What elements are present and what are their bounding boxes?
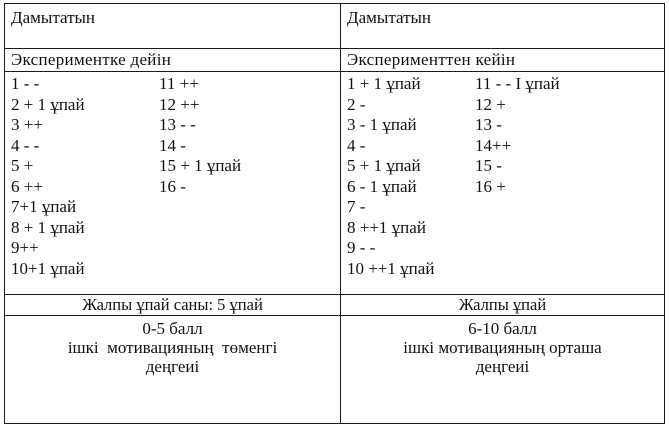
left-result-cell: [5, 316, 341, 424]
list-item: [11, 115, 334, 136]
list-item: [11, 177, 334, 198]
list-item: [11, 218, 334, 239]
item-left: 8 + 1 ұпай: [11, 217, 85, 237]
item-left: 1 - -: [11, 74, 40, 93]
item-left: 7+1 ұпай: [11, 197, 77, 216]
item-left: 10+1 ұпай: [11, 258, 85, 278]
item-left: 8 ++1 ұпай: [347, 217, 426, 237]
item-left: 1 + 1 ұпай: [347, 74, 421, 93]
item-right: 15 -: [475, 156, 502, 175]
left-subheader-cell: Экспериментке дейін: [5, 49, 341, 72]
item-right: 13 - -: [159, 115, 196, 134]
item-left: 7 -: [347, 197, 366, 216]
item-left: 6 ++: [11, 176, 43, 196]
item-right: 12 ++: [159, 94, 200, 114]
list-item: [347, 115, 658, 136]
list-item: [347, 136, 658, 157]
list-item: [347, 95, 658, 116]
item-left: 2 -: [347, 94, 366, 114]
item-right: 12 +: [475, 94, 506, 114]
item-right: 11 ++: [159, 74, 199, 93]
item-left: 9++: [11, 238, 39, 257]
header-row: [5, 4, 665, 49]
list-item: [11, 238, 334, 259]
left-items-cell: [5, 72, 341, 295]
item-right: 14 -: [159, 135, 186, 155]
result-motivation-text: ішкі мотивацияның орташа: [403, 338, 602, 357]
item-right: 13 -: [475, 115, 502, 134]
item-left: 4 - -: [11, 135, 40, 155]
item-left: 5 + 1 ұпай: [347, 156, 421, 175]
item-right: 16 -: [159, 176, 186, 196]
item-right: 11 - - І ұпай: [475, 74, 560, 93]
list-item: [11, 156, 334, 177]
list-item: [347, 74, 658, 95]
subheader-row: [5, 49, 665, 72]
item-left: 3 - 1 ұпай: [347, 115, 417, 134]
item-left: 3 ++: [11, 115, 43, 134]
results-table: [4, 3, 665, 424]
item-left: 10 ++1 ұпай: [347, 258, 435, 278]
list-item: [347, 177, 658, 198]
result-motivation-text: ішкі мотивацияның төменгі: [67, 338, 278, 357]
left-total-cell: Жалпы ұпай саны: 5 ұпай: [5, 295, 341, 316]
list-item: [347, 238, 658, 259]
list-item: [11, 197, 334, 218]
list-item: [347, 259, 658, 280]
list-item: [347, 156, 658, 177]
right-items-cell: [341, 72, 665, 295]
right-subheader-cell: Эксперименттен кейін: [341, 49, 665, 72]
list-item: [11, 74, 334, 95]
result-score-range: 0-5 балл: [142, 319, 203, 338]
list-item: [11, 136, 334, 157]
item-left: 4 -: [347, 135, 366, 155]
item-left: 9 - -: [347, 238, 376, 257]
item-left: 5 +: [11, 156, 34, 175]
list-item: [347, 197, 658, 218]
result-level-text: деңгеиі: [145, 357, 200, 376]
list-item: [347, 218, 658, 239]
right-result-cell: [341, 316, 665, 424]
item-left: 6 - 1 ұпай: [347, 176, 417, 196]
list-item: [11, 259, 334, 280]
result-row: [5, 316, 665, 424]
item-right: 14++: [475, 135, 512, 155]
left-header-cell: Дамытатын: [5, 4, 341, 49]
right-header-cell: Дамытатын: [341, 4, 665, 49]
list-item: [11, 95, 334, 116]
item-right: 15 + 1 ұпай: [159, 156, 242, 175]
result-level-text: деңгеиі: [475, 357, 530, 376]
results-table-document: [4, 3, 664, 424]
result-score-range: 6-10 балл: [468, 319, 537, 338]
item-right: 16 +: [475, 176, 506, 196]
items-row: [5, 72, 665, 295]
item-left: 2 + 1 ұпай: [11, 94, 85, 114]
right-total-cell: Жалпы ұпай: [341, 295, 665, 316]
total-row: [5, 295, 665, 316]
